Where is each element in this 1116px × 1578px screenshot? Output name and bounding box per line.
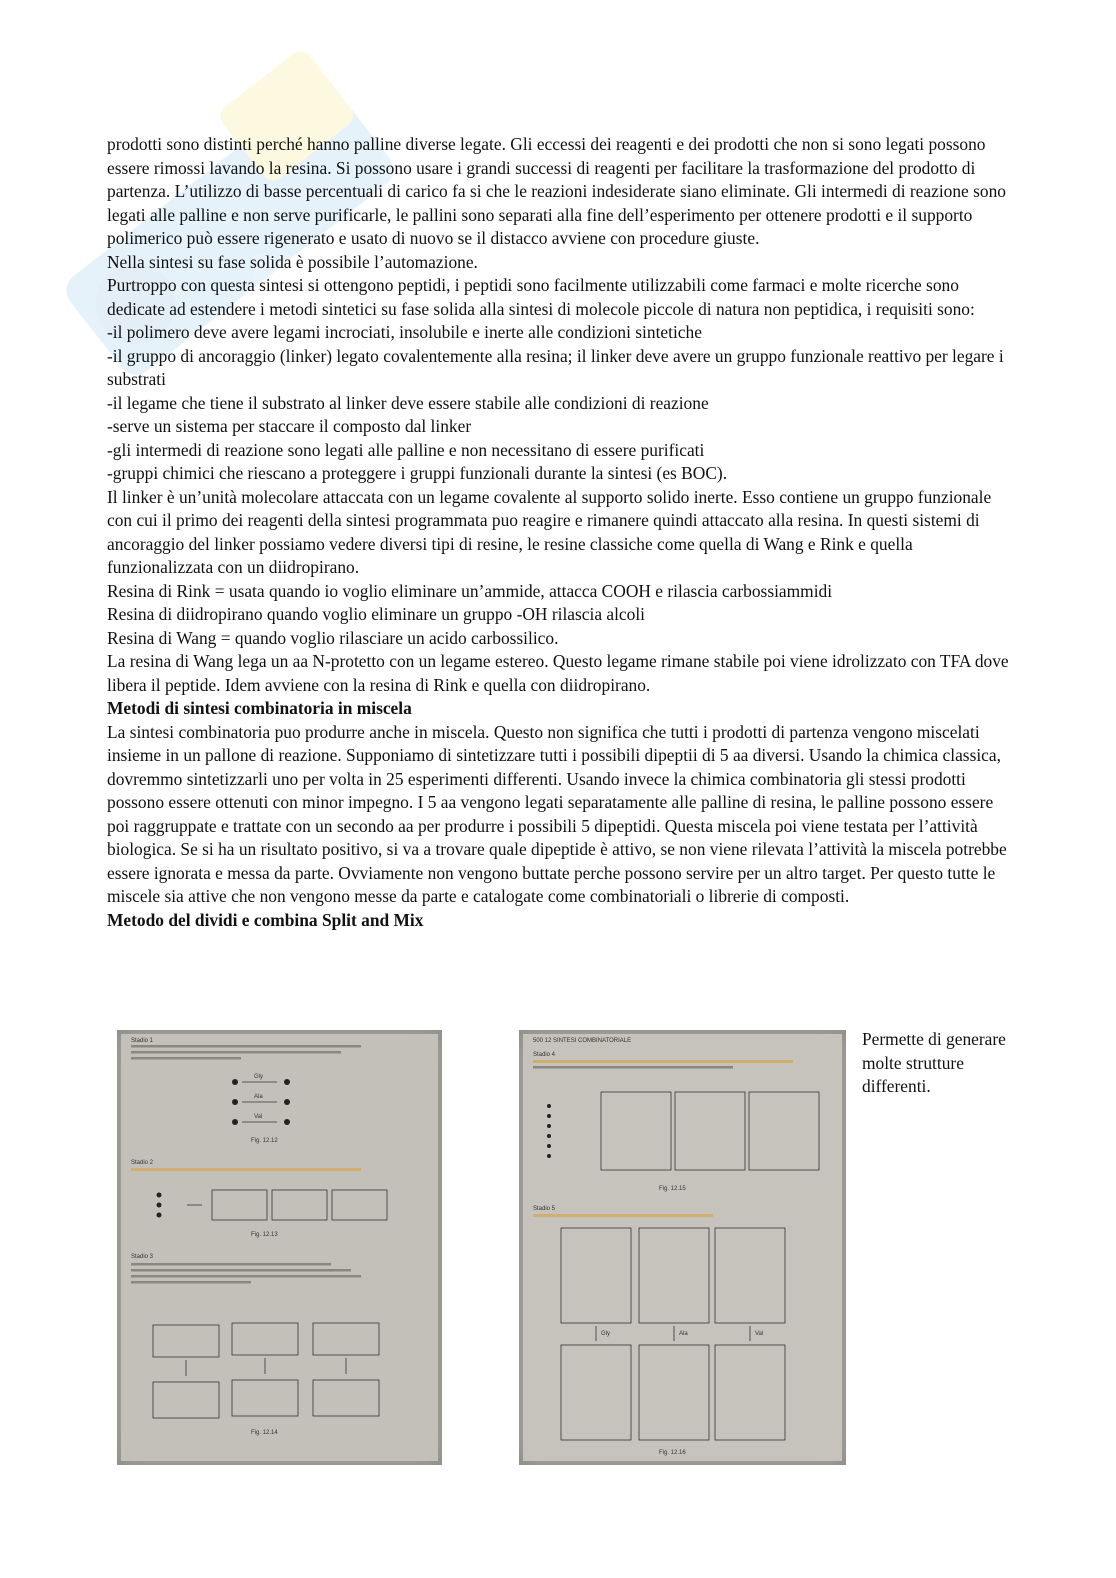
stage-label: Stadio 5: [533, 1206, 556, 1212]
amino-acid-label: Gly: [254, 1074, 263, 1080]
paragraph: Purtroppo con questa sintesi si ottengono peptidi, i peptidi sono facilmente utilizzabili come farmaci e molte ricerche sono dedicate ad estendere i metodi sintetici su fase solida alla sintesi di molecole piccole di natura non peptidica, i requisiti sono:: [107, 275, 975, 319]
page-header: 500 12 SINTESI COMBINATORIALE: [533, 1038, 632, 1044]
figure-caption: Fig. 12.15: [659, 1186, 686, 1192]
side-note: Permette di generare molte strutture differenti.: [862, 1029, 1006, 1096]
figure-caption: Fig. 12.16: [659, 1450, 686, 1456]
amino-acid-label: Val: [755, 1331, 764, 1337]
list-item: -gli intermedi di reazione sono legati alle palline e non necessitano di essere purificati: [107, 439, 705, 460]
figure-photo-right: [519, 1030, 846, 1465]
paragraph: Resina di Rink = usata quando io voglio eliminare un’ammide, attacca COOH e rilascia carbossiammidi: [107, 580, 833, 601]
section-heading: Metodo del dividi e combina Split and Mix: [107, 909, 424, 930]
list-item: -il gruppo di ancoraggio (linker) legato covalentemente alla resina; il linker deve avere un gruppo funzionale reattivo per legare i substrati: [107, 345, 1004, 389]
stage-label: Stadio 1: [131, 1038, 154, 1044]
paragraph: prodotti sono distinti perché hanno palline diverse legate. Gli eccessi dei reagenti e dei prodotti che non si sono legati possono essere rimossi lavando la resina. Si possono usare i grandi successi di reagenti per facilitare la trasformazione del prodotto di partenza. L’utilizzo di basse percentuali di carico fa si che le reazioni indesiderate siano eliminate. Gli intermedi di reazione sono legati alle palline e non serve purificarle, le pallini sono separati alla fine dell’esperimento per ottenere prodotti e il supporto polimerico può essere rigenerato e usato di nuovo se il distacco avviene con procedure giuste.: [107, 134, 1006, 248]
section-heading: Metodi di sintesi combinatoria in miscela: [107, 698, 412, 718]
stage-label: Stadio 2: [131, 1160, 154, 1166]
figure-photo-left: [117, 1030, 442, 1465]
figure-caption: Fig. 12.14: [251, 1430, 278, 1436]
paragraph: La resina di Wang lega un aa N-protetto con un legame estereo. Questo legame rimane stabile poi viene idrolizzato con TFA dove libera il peptide. Idem avviene con la resina di Rink e quella con diidropirano.: [107, 651, 1009, 695]
stage-label: Stadio 4: [533, 1052, 556, 1058]
figure-caption: Fig. 12.13: [251, 1232, 278, 1238]
stage-label: Stadio 3: [131, 1254, 154, 1260]
paragraph: Resina di Wang = quando voglio rilasciare un acido carbossilico.: [107, 627, 559, 648]
list-item: -il polimero deve avere legami incrociati, insolubile e inerte alle condizioni sintetiche: [107, 322, 702, 342]
list-item: -serve un sistema per staccare il composto dal linker: [107, 416, 472, 436]
list-item: -gruppi chimici che riescano a proteggere i gruppi funzionali durante la sintesi (es BOC).: [107, 463, 728, 483]
amino-acid-label: Ala: [254, 1094, 263, 1100]
figure-caption: Fig. 12.12: [251, 1138, 278, 1144]
paragraph: Resina di diidropirano quando voglio eliminare un gruppo -OH rilascia alcoli: [107, 604, 646, 624]
amino-acid-label: Val: [254, 1114, 263, 1120]
paragraph: Nella sintesi su fase solida è possibile l’automazione.: [107, 251, 478, 272]
amino-acid-label: Ala: [679, 1331, 688, 1337]
document-body: [107, 133, 1012, 932]
paragraph: Il linker è un’unità molecolare attaccata con un legame covalente al supporto solido inerte. Esso contiene un gruppo funzionale con cui il primo dei reagenti della sintesi programmata puo reagire e rimanere quindi attaccato alla resina. In questi sistemi di ancoraggio del linker possiamo vedere diversi tipi di resine, le resine classiche come quella di Wang e Rink e quella funzionalizzata con un diidropirano.: [107, 486, 992, 577]
list-item: -il legame che tiene il substrato al linker deve essere stabile alle condizioni di reazione: [107, 392, 709, 413]
amino-acid-label: Gly: [601, 1331, 610, 1337]
paragraph: La sintesi combinatoria puo produrre anche in miscela. Questo non significa che tutti i prodotti di partenza vengono miscelati insieme in un pallone di reazione. Supponiamo di sintetizzare tutti i possibili dipeptii di 5 aa diversi. Usando la chimica classica, dovremmo sintetizzarli uno per volta in 25 esperimenti differenti. Usando invece la chimica combinatoria gli stessi prodotti possono essere ottenuti con minor impegno. I 5 aa vengono legati separatamente alle palline di resina, le palline possono essere poi raggruppate e trattate con un secondo aa per produrre i possibili 5 dipeptidi. Questa miscela poi viene testata per l’attività biologica. Se si ha un risultato positivo, si va a trovare quale dipeptide è attivo, se non viene rilevata l’attività la miscela potrebbe essere ignorata e messa da parte. Ovviamente non vengono buttate perche possono servire per un altro target. Per questo tutte le miscele sia attive che non vengono messe da parte e catalogate come combinatoriali o librerie di composti.: [107, 721, 1007, 906]
